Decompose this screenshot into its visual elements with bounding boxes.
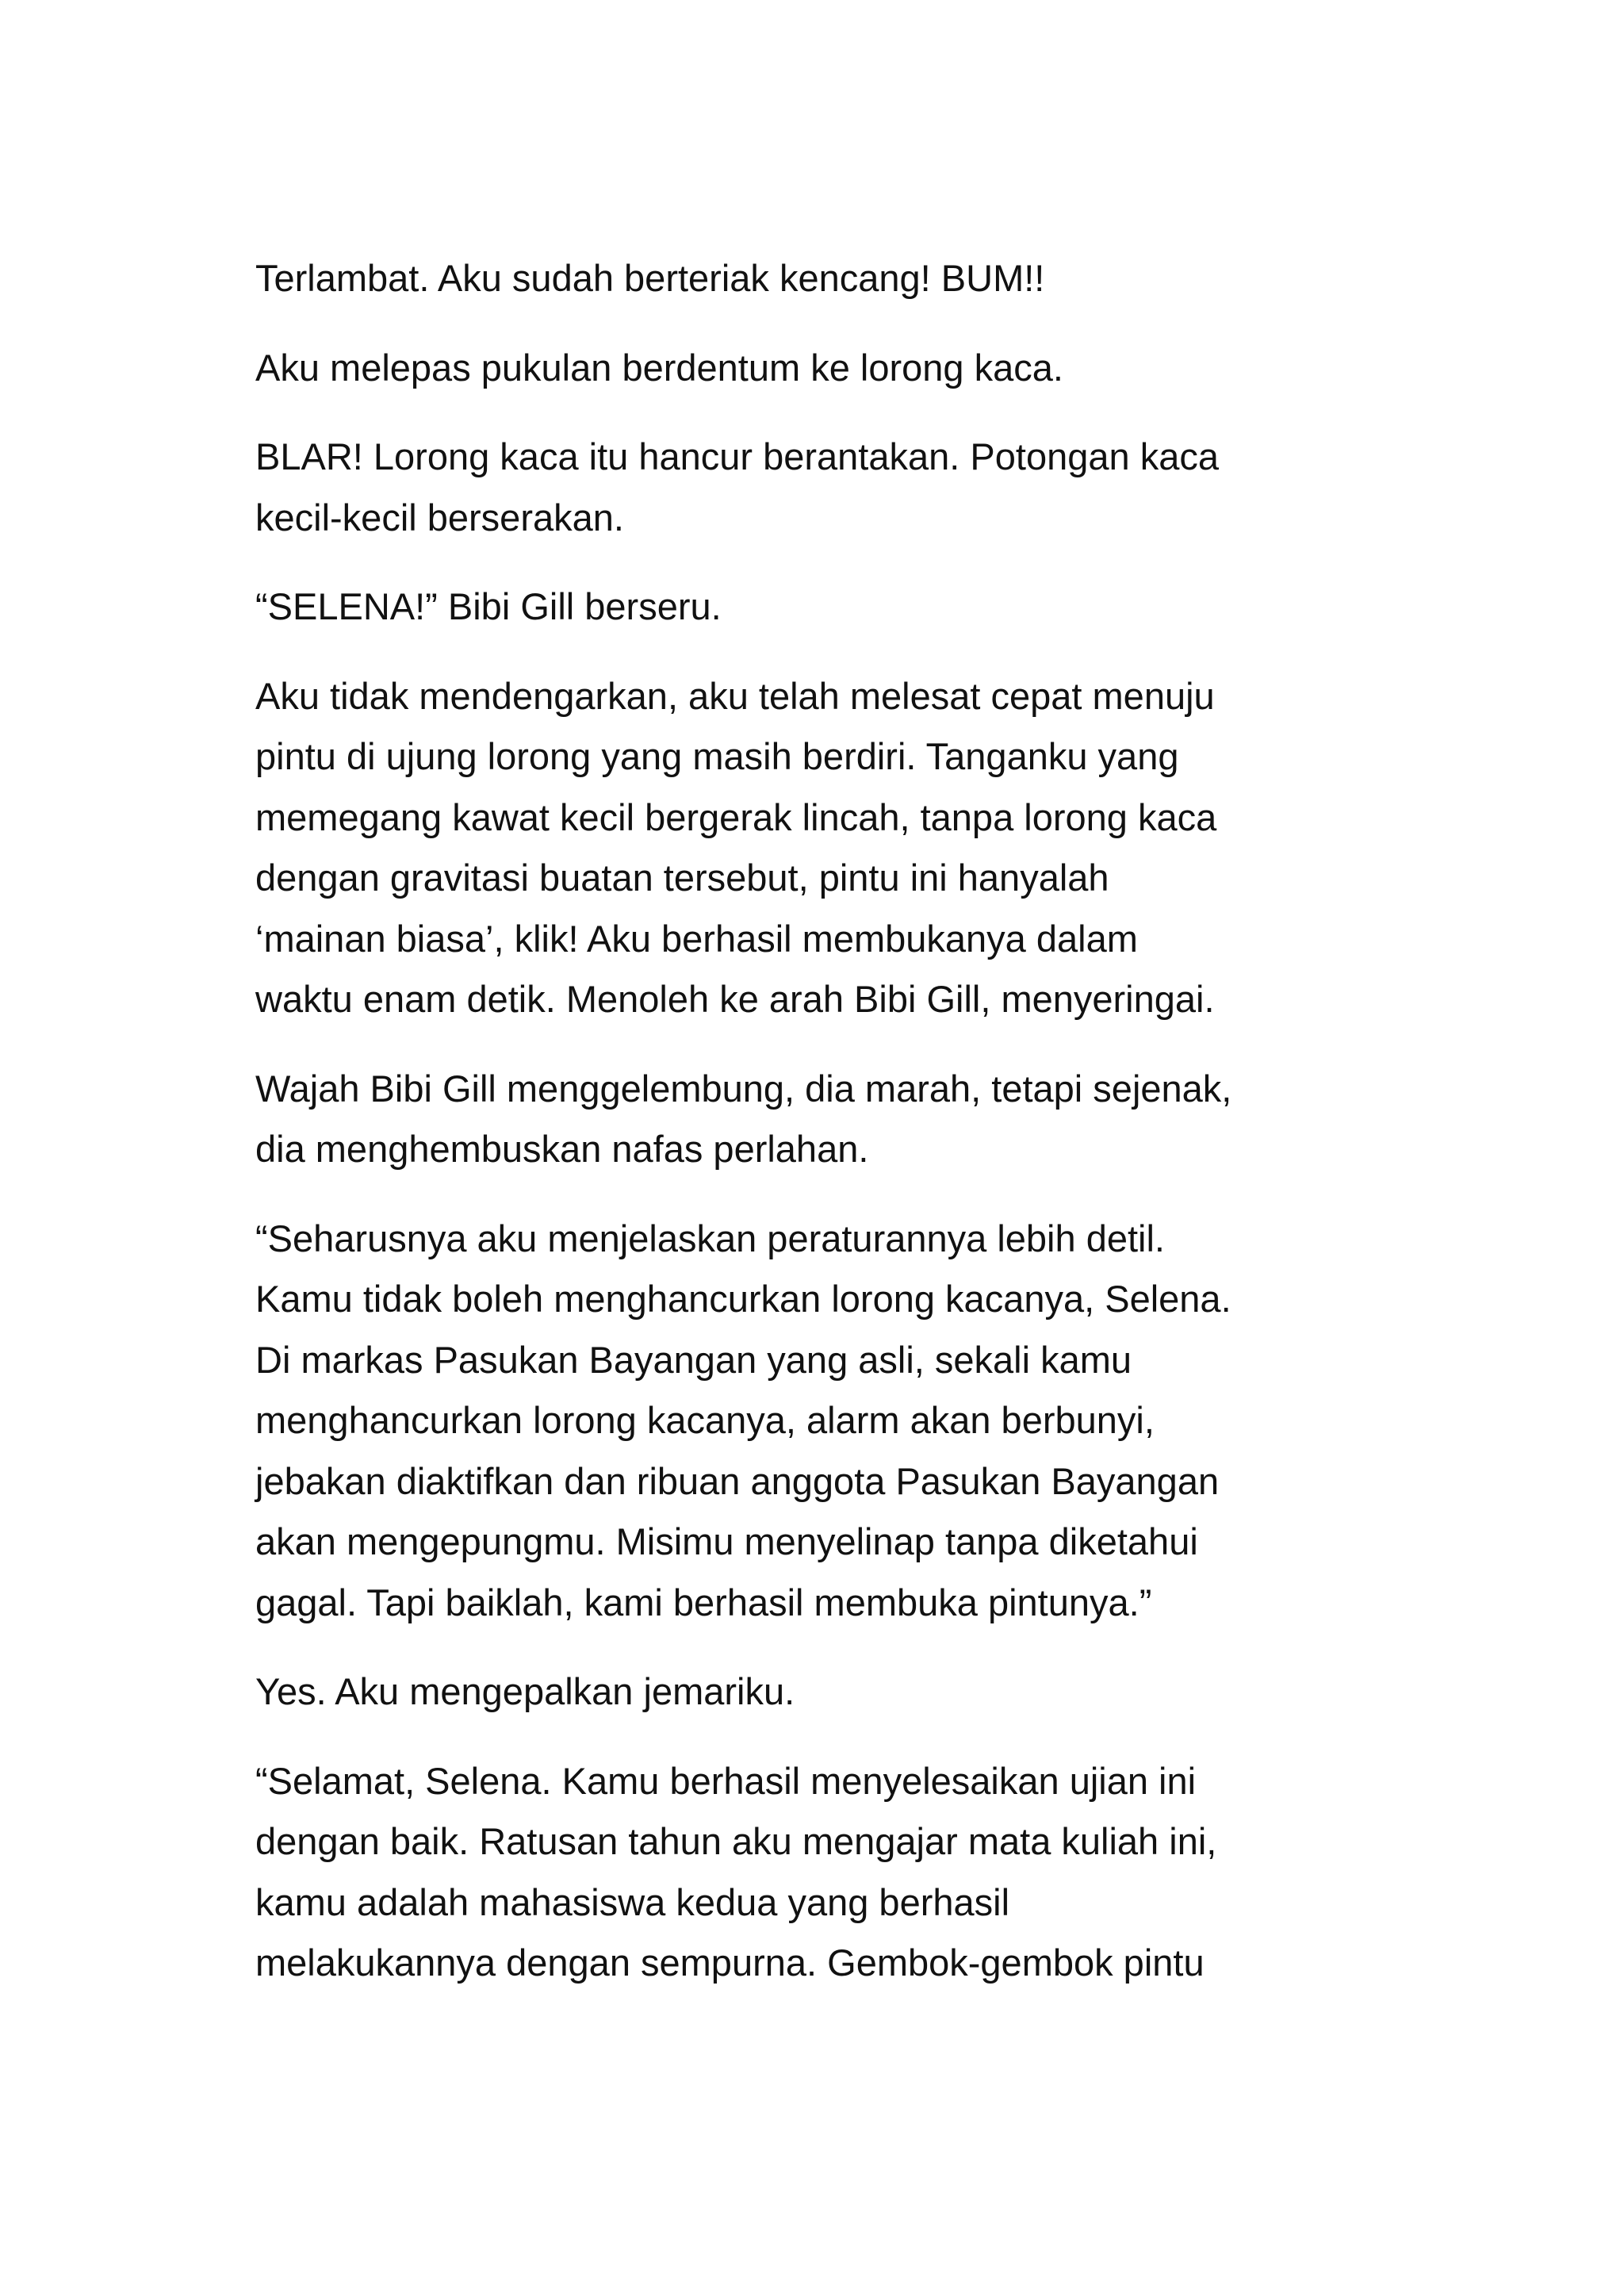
text-line: “Selamat, Selena. Kamu berhasil menyelesaikan ujian ini bbox=[255, 1759, 1197, 1802]
text-line: waktu enam detik. Menoleh ke arah Bibi Gill, menyeringai. bbox=[255, 978, 1215, 1020]
paragraph-7 bbox=[255, 1209, 1381, 1634]
text-line: Aku melepas pukulan berdentum ke lorong kaca. bbox=[255, 346, 1063, 389]
text-line: dengan gravitasi buatan tersebut, pintu ini hanyalah bbox=[255, 857, 1109, 899]
text-line: Kamu tidak boleh menghancurkan lorong kacanya, Selena. bbox=[255, 1278, 1231, 1320]
text-line: dengan baik. Ratusan tahun aku mengajar mata kuliah ini, bbox=[255, 1820, 1217, 1862]
text-line: Aku tidak mendengarkan, aku telah melesat cepat menuju bbox=[255, 674, 1215, 717]
text-line: jebakan diaktifkan dan ribuan anggota Pasukan Bayangan bbox=[255, 1459, 1220, 1502]
text-line: Yes. Aku mengepalkan jemariku. bbox=[255, 1670, 795, 1712]
text-line: dia menghembuskan nafas perlahan. bbox=[255, 1128, 869, 1170]
text-line: Terlambat. Aku sudah berteriak kencang! BUM!! bbox=[255, 257, 1045, 299]
paragraph-3 bbox=[255, 427, 1381, 548]
text-line: menghancurkan lorong kacanya, alarm akan berbunyi, bbox=[255, 1399, 1155, 1441]
text-line: Wajah Bibi Gill menggelembung, dia marah, tetapi sejenak, bbox=[255, 1067, 1232, 1110]
text-line: akan mengepungmu. Misimu menyelinap tanpa diketahui bbox=[255, 1520, 1198, 1562]
paragraph-1 bbox=[255, 248, 1381, 309]
text-body bbox=[255, 248, 1381, 2022]
paragraph-6 bbox=[255, 1059, 1381, 1180]
text-line: BLAR! Lorong kaca itu hancur berantakan. Potongan kaca bbox=[255, 435, 1219, 477]
paragraph-5 bbox=[255, 666, 1381, 1030]
paragraph-8 bbox=[255, 1662, 1381, 1723]
paragraph-2 bbox=[255, 338, 1381, 399]
text-line: melakukannya dengan sempurna. Gembok-gembok pintu bbox=[255, 1941, 1205, 1984]
text-line: pintu di ujung lorong yang masih berdiri. Tanganku yang bbox=[255, 735, 1179, 777]
text-line: “SELENA!” Bibi Gill berseru. bbox=[255, 585, 722, 627]
text-line: gagal. Tapi baiklah, kami berhasil membuka pintunya.” bbox=[255, 1581, 1152, 1623]
paragraph-4 bbox=[255, 577, 1381, 638]
text-line: memegang kawat kecil bergerak lincah, tanpa lorong kaca bbox=[255, 795, 1217, 838]
text-line: kamu adalah mahasiswa kedua yang berhasil bbox=[255, 1880, 1010, 1923]
text-line: kecil-kecil berserakan. bbox=[255, 496, 624, 539]
text-line: Di markas Pasukan Bayangan yang asli, sekali kamu bbox=[255, 1338, 1132, 1381]
paragraph-9 bbox=[255, 1751, 1381, 1994]
text-line: “Seharusnya aku menjelaskan peraturannya lebih detil. bbox=[255, 1217, 1165, 1259]
text-line: ‘mainan biasa’, klik! Aku berhasil membukanya dalam bbox=[255, 917, 1138, 960]
